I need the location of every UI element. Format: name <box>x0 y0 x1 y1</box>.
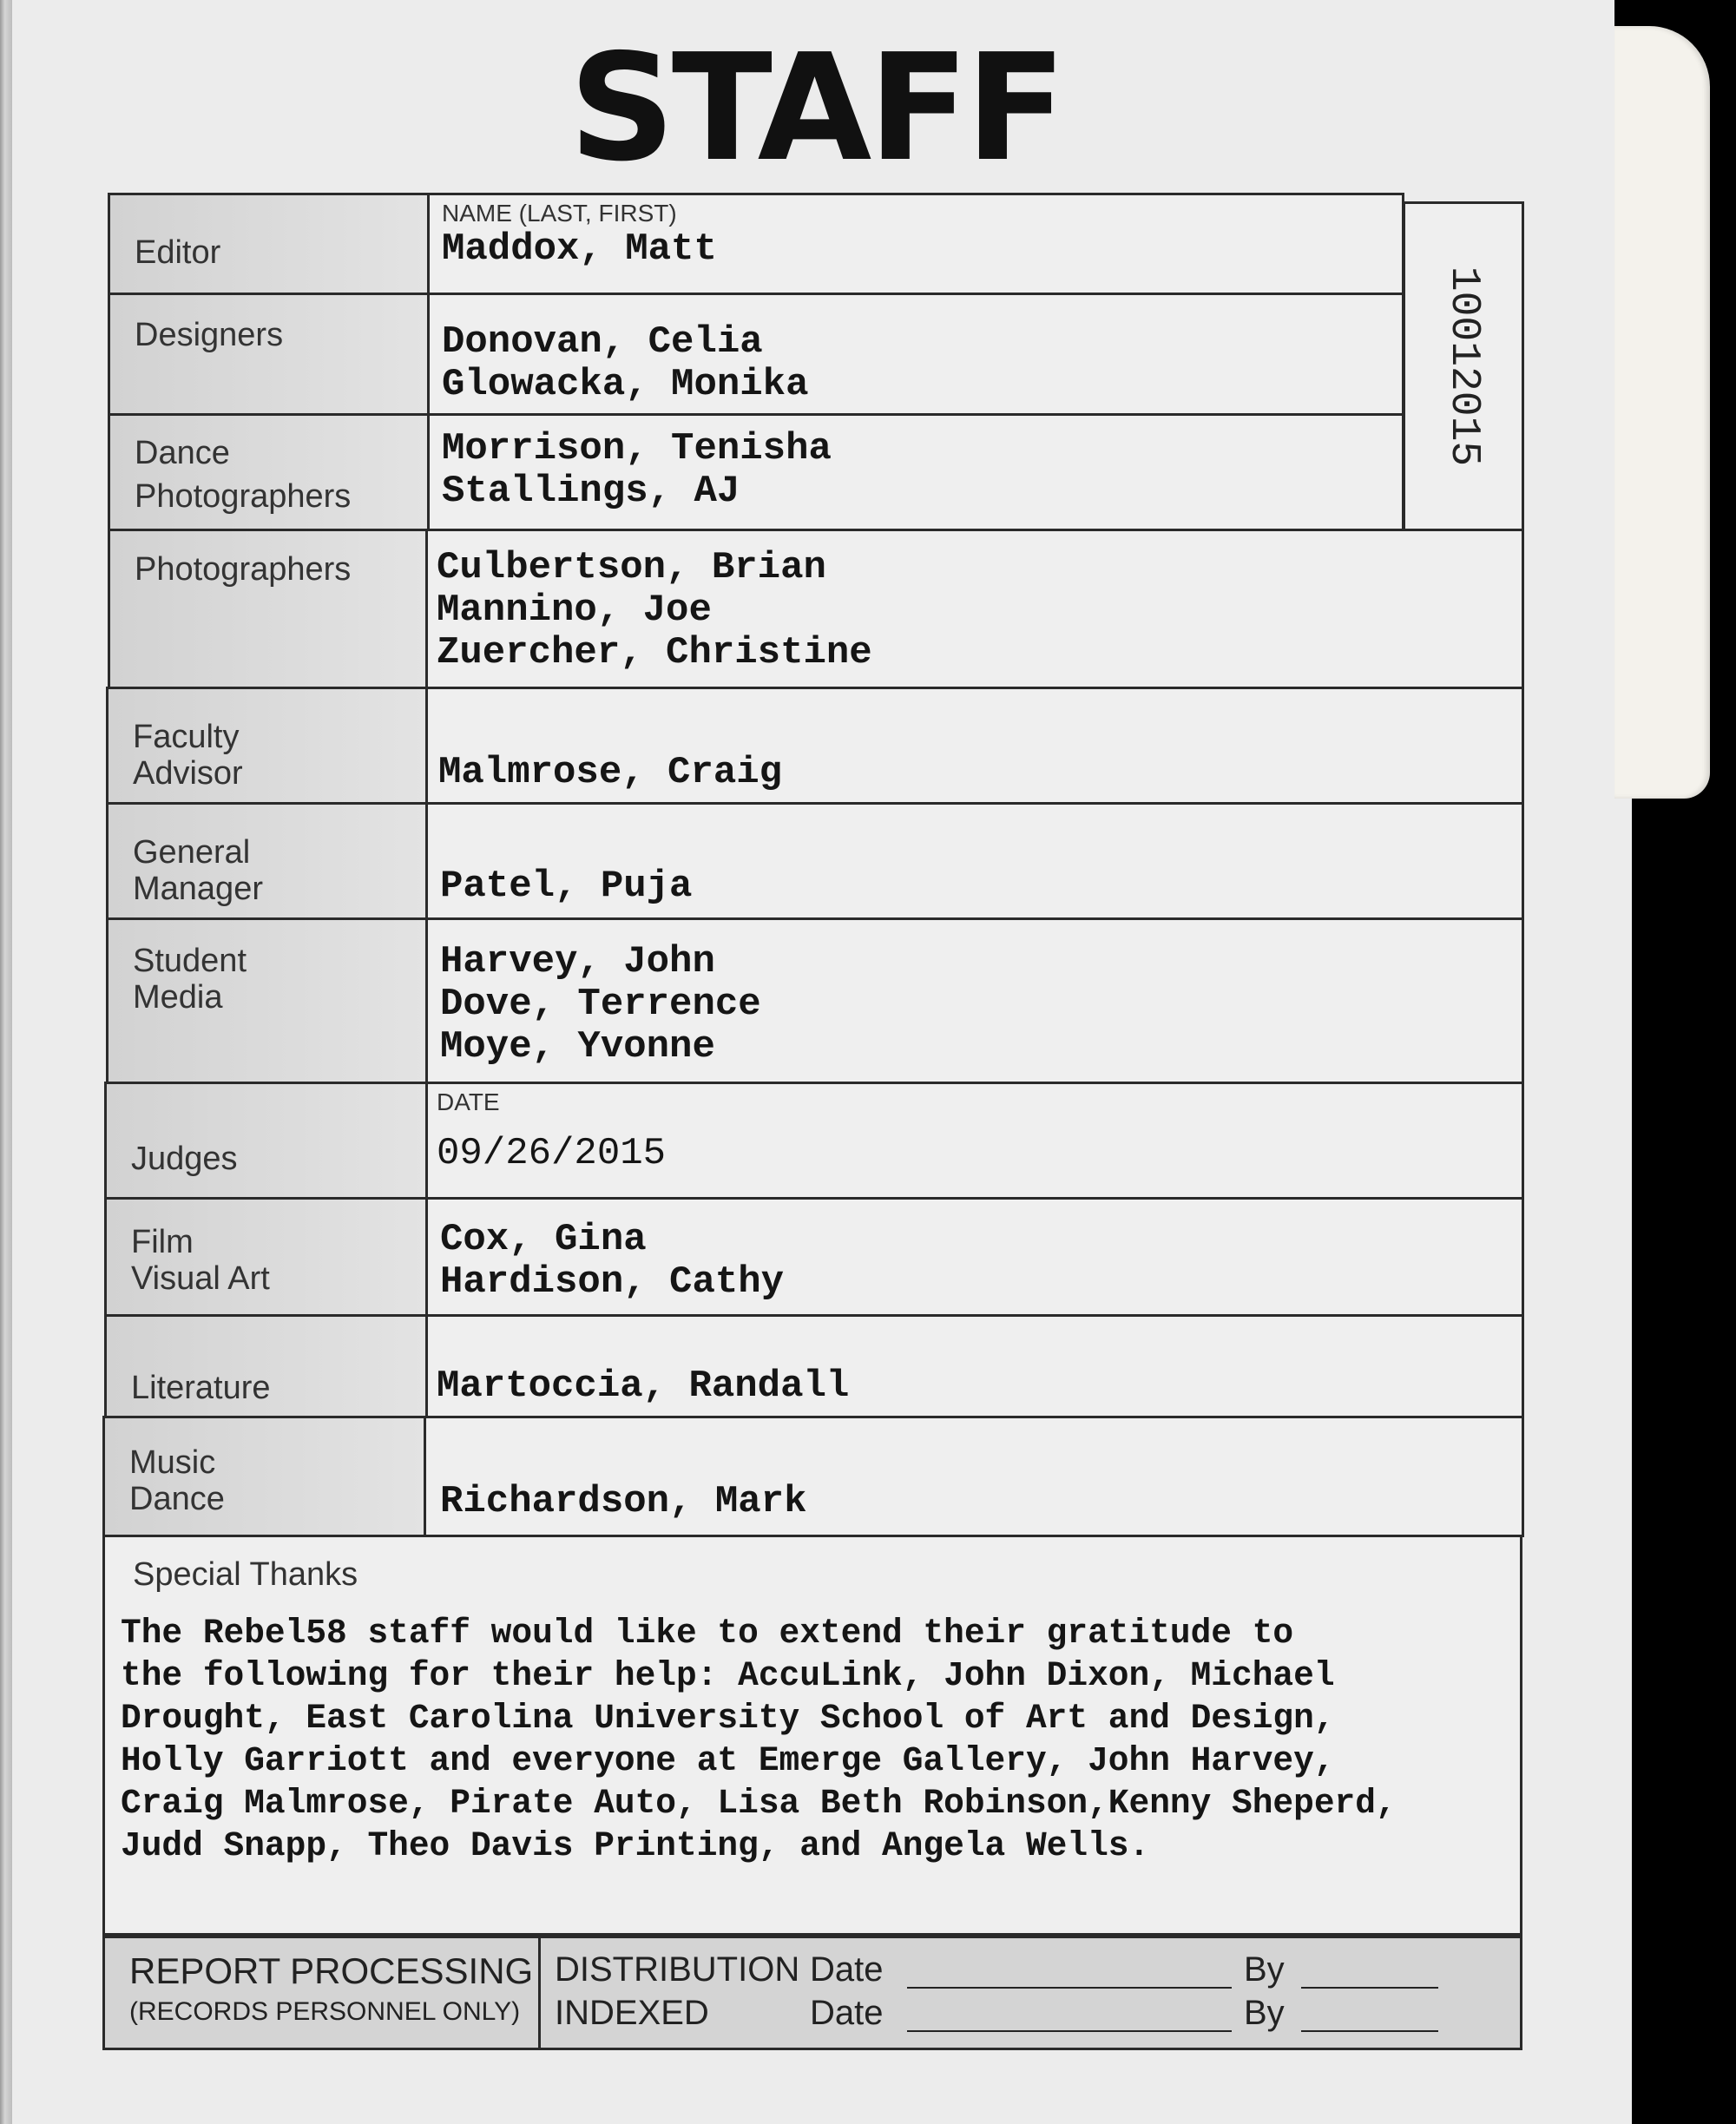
distribution-cell <box>541 1938 1520 2048</box>
row-label <box>110 531 428 687</box>
row-label <box>107 1317 428 1416</box>
staff-row-photographers <box>108 529 1524 689</box>
name-line: Morrison, Tenisha <box>442 427 832 470</box>
name-line: Martoccia, Randall <box>437 1364 850 1408</box>
row-label <box>107 1084 428 1197</box>
distribution-by-label: By <box>1244 1950 1285 1989</box>
name-line: Malmrose, Craig <box>438 751 783 794</box>
staff-row-dance-photographers <box>108 413 1404 531</box>
row-label <box>110 195 430 293</box>
row-label <box>110 295 430 413</box>
name-line: Zuercher, Christine <box>437 631 872 674</box>
thanks-line: Craig Malmrose, Pirate Auto, Lisa Beth Robinson,Kenny Sheperd, <box>121 1784 1397 1823</box>
date-value: 09/26/2015 <box>437 1132 667 1175</box>
row-names <box>430 195 1402 293</box>
label-line: Advisor <box>133 755 243 792</box>
row-label <box>108 920 428 1082</box>
report-processing-footer <box>102 1936 1522 2050</box>
name-line: Mannino, Joe <box>437 589 712 632</box>
name-line: Donovan, Celia <box>442 320 763 364</box>
file-number: 10012015 <box>1440 266 1487 467</box>
name-line: Hardison, Cathy <box>440 1260 785 1304</box>
row-names <box>428 689 1522 802</box>
tab-notch <box>1614 0 1719 26</box>
indexed-label: INDEXED <box>555 1994 709 2032</box>
name-line: Patel, Puja <box>440 865 693 908</box>
name-line: Stallings, AJ <box>442 470 740 513</box>
row-label <box>108 805 428 917</box>
thanks-line: Drought, East Carolina University School of Art and Design, <box>121 1699 1335 1738</box>
name-line: Moye, Yvonne <box>440 1025 715 1069</box>
special-thanks-text <box>121 1612 1503 1867</box>
special-thanks-heading: Special Thanks <box>133 1556 358 1593</box>
row-names <box>428 1200 1522 1314</box>
staff-row-student-media <box>106 917 1524 1084</box>
staff-row-general-manager <box>106 802 1524 920</box>
indexed-date-field[interactable] <box>907 2030 1232 2032</box>
row-label <box>108 689 428 802</box>
name-line: Cox, Gina <box>440 1218 647 1261</box>
thanks-line: The Rebel58 staff would like to extend their gratitude to <box>121 1614 1294 1653</box>
label-line: Literature <box>131 1370 271 1406</box>
special-thanks-box <box>102 1535 1522 1936</box>
staff-row-editor <box>108 193 1404 295</box>
thanks-line: the following for their help: AccuLink, John Dixon, Michael <box>121 1656 1335 1695</box>
label-line: Visual Art <box>131 1260 270 1297</box>
label-line: Faculty <box>133 719 240 755</box>
label-line: Dance <box>129 1481 225 1517</box>
thanks-line: Judd Snapp, Theo Davis Printing, and Angela Wells. <box>121 1826 1150 1865</box>
indexed-date-label: Date <box>810 1994 884 2032</box>
row-names <box>428 1317 1522 1416</box>
thanks-line: Holly Garriott and everyone at Emerge Gallery, John Harvey, <box>121 1741 1335 1780</box>
row-label <box>110 416 430 529</box>
label-line: Student <box>133 943 247 979</box>
name-caption: NAME (LAST, FIRST) <box>442 200 677 227</box>
name-line: Culbertson, Brian <box>437 546 826 589</box>
name-line: Glowacka, Monika <box>442 363 809 406</box>
row-label <box>107 1200 428 1314</box>
staff-row-music-dance <box>102 1416 1524 1537</box>
label-line: Film <box>131 1224 194 1260</box>
binding-spine <box>0 0 12 2124</box>
label-line: Judges <box>131 1141 238 1177</box>
staff-row-film-visual-art <box>104 1197 1524 1317</box>
staff-row-judges <box>104 1082 1524 1200</box>
distribution-by-field[interactable] <box>1301 1987 1438 1989</box>
label-line: Music <box>129 1444 216 1481</box>
row-names <box>428 1084 1522 1197</box>
name-line: Richardson, Mark <box>440 1480 807 1523</box>
date-caption: DATE <box>437 1088 500 1115</box>
row-label <box>105 1418 426 1535</box>
name-line: Harvey, John <box>440 940 715 983</box>
label-line: Manager <box>133 871 263 907</box>
name-line: Maddox, Matt <box>442 227 717 271</box>
distribution-date-field[interactable] <box>907 1987 1232 1989</box>
staff-row-designers <box>108 293 1404 416</box>
label-line: Media <box>133 979 223 1016</box>
indexed-by-label: By <box>1244 1994 1285 2032</box>
row-names <box>428 805 1522 917</box>
staff-row-literature <box>104 1314 1524 1418</box>
label-line: Dance <box>135 435 230 471</box>
distribution-date-label: Date <box>810 1950 884 1989</box>
file-number-box <box>1403 201 1524 531</box>
row-names <box>428 531 1522 687</box>
label-line: Designers <box>135 317 284 353</box>
label-line: Photographers <box>135 551 352 588</box>
row-names <box>430 295 1402 413</box>
records-personnel-note: (RECORDS PERSONNEL ONLY) <box>129 1997 521 2026</box>
report-processing-cell <box>105 1938 541 2048</box>
distribution-label: DISTRIBUTION <box>555 1950 800 1989</box>
indexed-by-field[interactable] <box>1301 2030 1438 2032</box>
label-line: Photographers <box>135 478 352 515</box>
label-line: Editor <box>135 234 221 271</box>
label-line: General <box>133 834 251 871</box>
row-names <box>430 416 1402 529</box>
page-title: STAFF <box>569 23 1063 194</box>
name-line: Dove, Terrence <box>440 983 761 1026</box>
report-processing-label: REPORT PROCESSING <box>129 1950 534 1991</box>
staff-row-faculty-advisor <box>106 687 1524 805</box>
row-names <box>428 920 1522 1082</box>
row-names <box>426 1418 1522 1535</box>
